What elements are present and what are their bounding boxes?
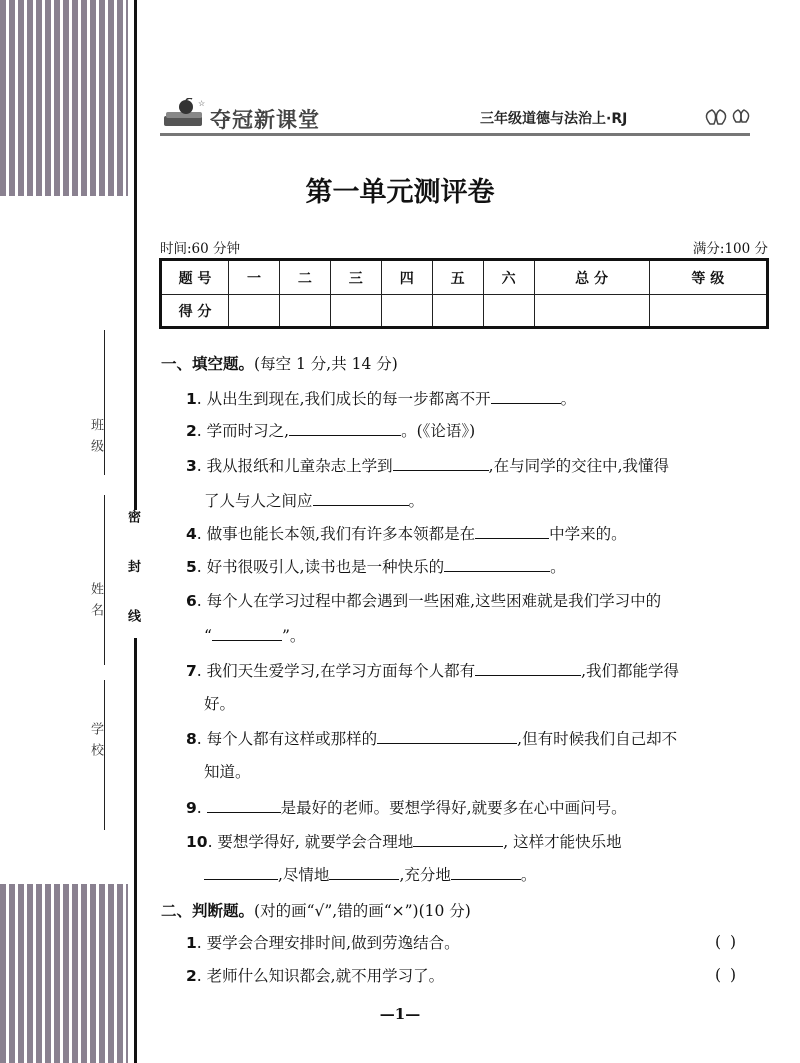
question-text: ,尽情地 (278, 866, 330, 884)
score-header-cell: 等 级 (649, 260, 767, 295)
question-text: 。 (550, 558, 566, 576)
answer-blank[interactable] (329, 864, 399, 880)
question-text: , 这样才能快乐地 (503, 833, 622, 851)
score-table-header-row (161, 260, 768, 295)
answer-blank[interactable] (204, 864, 278, 880)
section1-heading (161, 352, 398, 374)
question-text: ”。 (281, 627, 306, 645)
score-table (159, 258, 769, 329)
score-cell[interactable] (330, 295, 381, 328)
score-cell[interactable] (534, 295, 649, 328)
butterfly-decoration-icon (700, 98, 760, 134)
seal-line-label: 密 封 线 (125, 510, 140, 639)
question-number: 1 (186, 934, 197, 952)
question-text: . 好书很吸引人,读书也是一种快乐的 (196, 558, 445, 576)
question-number: 1 (186, 390, 197, 408)
answer-blank[interactable] (475, 523, 549, 539)
answer-blank[interactable] (413, 831, 503, 847)
answer-blank[interactable] (207, 797, 281, 813)
score-cell[interactable] (279, 295, 330, 328)
question-text: . 每个人在学习过程中都会遇到一些困难,这些困难就是我们学习中的 (196, 592, 662, 610)
margin-stripes-top (0, 0, 128, 196)
question-text: 。 (408, 492, 425, 510)
score-row-label: 得 分 (161, 295, 229, 328)
answer-parentheses[interactable]: ( ) (715, 933, 739, 951)
question-9 (186, 797, 627, 818)
brand-name: 夺冠新课堂 (210, 108, 320, 132)
grade-subject: 三年级道德与法治上·RJ (480, 111, 628, 127)
judge-question-1 (186, 933, 460, 953)
answer-blank[interactable] (491, 388, 561, 404)
answer-parentheses[interactable]: ( ) (715, 966, 739, 984)
section1-title: 一、填空题。 (161, 354, 255, 373)
question-8-cont (204, 762, 251, 782)
answer-blank[interactable] (212, 625, 282, 641)
question-3-cont (204, 490, 424, 511)
question-number: 6 (186, 592, 197, 610)
full-score: 满分:100 分 (692, 241, 768, 257)
class-label: 班级 (88, 418, 103, 460)
score-header-cell: 总 分 (534, 260, 649, 295)
question-8 (186, 728, 677, 749)
judge-question-2 (186, 966, 444, 986)
question-7-cont (204, 694, 235, 714)
score-header-cell: 五 (432, 260, 483, 295)
question-text: . 做事也能长本领,我们有许多本领都是在 (196, 525, 476, 543)
question-text: 中学来的。 (549, 525, 627, 543)
score-header-cell: 三 (330, 260, 381, 295)
page-title: 第一单元测评卷 (305, 177, 495, 208)
exam-time: 时间:60 分钟 (160, 241, 241, 257)
question-text: “ (204, 627, 212, 645)
question-text: 。(《论语》) (401, 422, 476, 440)
question-number: 9 (186, 799, 197, 817)
score-header-cell: 二 (279, 260, 330, 295)
page-number: —1— (379, 1005, 421, 1023)
question-number: 8 (186, 730, 197, 748)
answer-blank[interactable] (377, 728, 517, 744)
question-text: . 要想学得好, 就要学会合理地 (207, 833, 414, 851)
section1-note: (每空 1 分,共 14 分) (254, 355, 398, 373)
question-7 (186, 660, 679, 681)
question-number: 3 (186, 457, 197, 475)
question-text: . 老师什么知识都会,就不用学习了。 (196, 967, 445, 985)
question-3 (186, 455, 669, 476)
question-text: . 要学会合理安排时间,做到劳逸结合。 (196, 934, 460, 952)
score-table-score-row (161, 295, 768, 328)
header-rule (160, 133, 750, 136)
name-underline (104, 495, 105, 665)
margin-stripes-bottom (0, 884, 128, 1063)
question-text: 知道。 (204, 763, 251, 781)
question-6-cont (204, 625, 305, 646)
book-apple-logo-icon (162, 98, 208, 128)
question-5 (186, 556, 566, 577)
answer-blank[interactable] (289, 420, 401, 436)
answer-blank[interactable] (451, 864, 521, 880)
svg-text:☆: ☆ (198, 99, 206, 108)
question-text: . 我从报纸和儿童杂志上学到 (196, 457, 393, 475)
question-number: 5 (186, 558, 197, 576)
section2-note: (对的画“√”,错的画“×”)(10 分) (254, 902, 471, 920)
question-4 (186, 523, 627, 544)
question-text: 是最好的老师。要想学得好,就要多在心中画问号。 (280, 799, 627, 817)
page-header (160, 78, 760, 138)
question-text: . 从出生到现在,我们成长的每一步都离不开 (196, 390, 491, 408)
question-2 (186, 420, 475, 441)
question-text: . 每个人都有这样或那样的 (196, 730, 378, 748)
score-cell[interactable] (483, 295, 534, 328)
answer-blank[interactable] (444, 556, 550, 572)
question-text: . (196, 799, 207, 817)
name-label: 姓名 (88, 582, 103, 624)
question-text: 。 (560, 390, 577, 408)
question-10-cont (204, 864, 536, 885)
score-cell[interactable] (229, 295, 280, 328)
question-text: ,我们都能学得 (581, 662, 680, 680)
score-header-cell: 一 (229, 260, 280, 295)
score-cell[interactable] (432, 295, 483, 328)
question-text: . 学而时习之, (196, 422, 290, 440)
question-number: 2 (186, 967, 197, 985)
question-text: . 我们天生爱学习,在学习方面每个人都有 (196, 662, 476, 680)
answer-blank[interactable] (313, 490, 409, 506)
question-text: 好。 (204, 695, 236, 713)
question-1 (186, 388, 576, 409)
score-cell[interactable] (649, 295, 767, 328)
score-header-cell: 六 (483, 260, 534, 295)
answer-blank[interactable] (475, 660, 581, 676)
question-text: ,但有时候我们自己却不 (517, 730, 678, 748)
question-text: 。 (520, 866, 537, 884)
score-header-cell: 四 (381, 260, 432, 295)
answer-blank[interactable] (393, 455, 489, 471)
question-text: 了人与人之间应 (204, 492, 313, 510)
question-number: 2 (186, 422, 197, 440)
question-text: ,充分地 (399, 866, 451, 884)
question-number: 7 (186, 662, 197, 680)
question-6 (186, 591, 661, 611)
score-cell[interactable] (381, 295, 432, 328)
section2-heading (161, 899, 471, 921)
question-number: 10 (186, 833, 208, 851)
question-text: ,在与同学的交往中,我懂得 (488, 457, 670, 475)
school-label: 学校 (88, 722, 103, 764)
question-10 (186, 831, 622, 852)
question-number: 4 (186, 525, 197, 543)
score-header-cell: 题 号 (161, 260, 229, 295)
section2-title: 二、判断题。 (161, 901, 255, 920)
